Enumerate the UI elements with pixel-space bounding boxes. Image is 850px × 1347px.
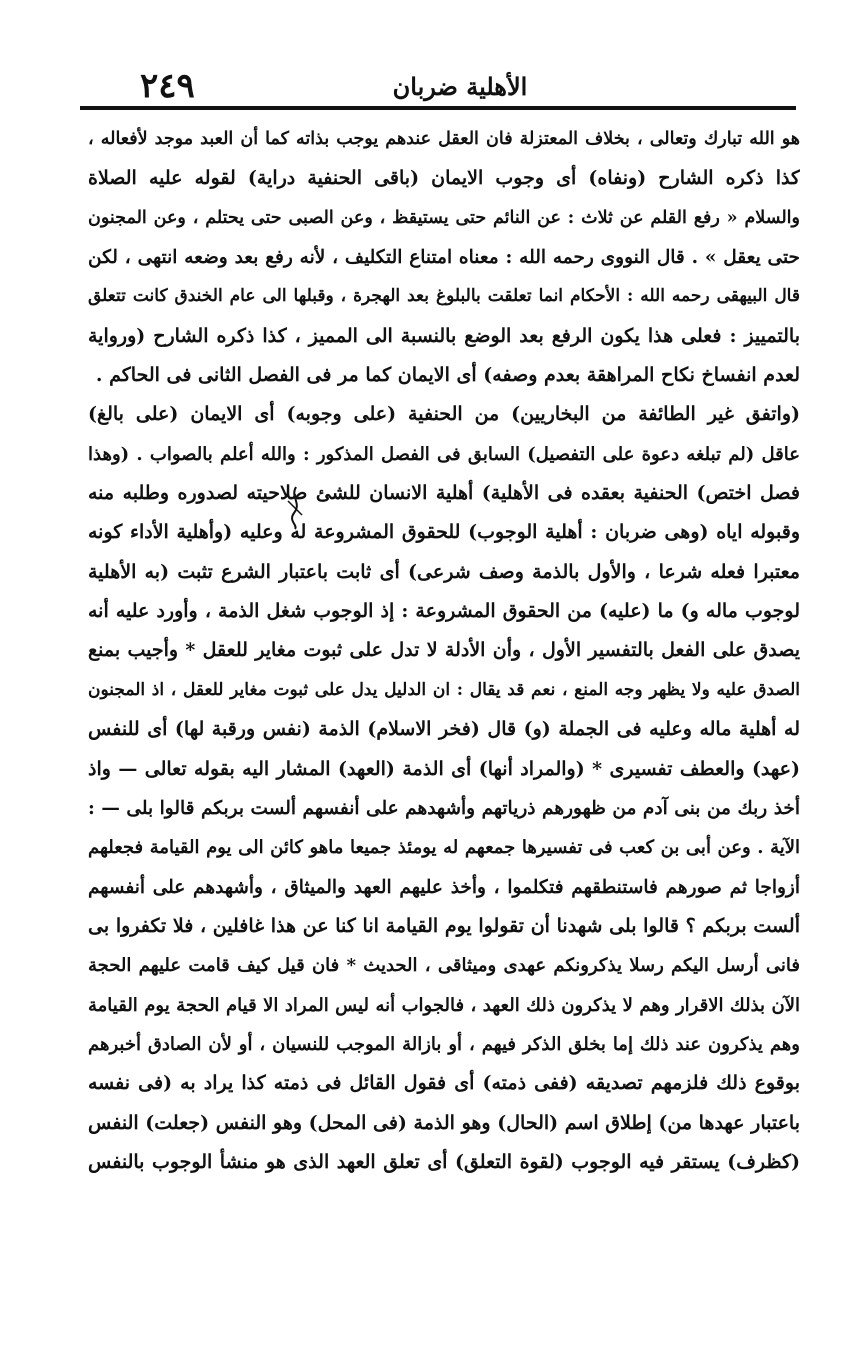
text-line: باعتبار عهدها من) إطلاق اسم (الحال) وهو الذمة (فى المحل) وهو النفس (جعلت) النفس — [88, 1111, 800, 1134]
text-line: له أهلية ماله وعليه فى الجملة (و) قال (فخر الاسلام) الذمة (نفس ورقبة لها) أى للنفس — [88, 718, 800, 741]
text-line: (عهد) والعطف تفسيرى * (والمراد أنها) أى الذمة (العهد) المشار اليه بقوله تعالى — واذ — [88, 757, 800, 780]
text-line: يصدق على الفعل بالتفسير الأول ، وأن الأدلة لا تدل على ثبوت مغاير للعقل * وأجيب بمنع — [88, 639, 800, 662]
text-line: الصدق عليه ولا يظهر وجه المنع ، نعم قد يقال : ان الدليل يدل على ثبوت مغاير للعقل ، اذ المجنون — [88, 679, 800, 700]
text-line: معتبرا فعله شرعا ، والأول بالذمة وصف شرعى) أى ثابت باعتبار الشرع تثبت (به الأهلية — [88, 560, 800, 583]
handwritten-mark — [282, 485, 308, 531]
page-body-text — [88, 120, 800, 1182]
running-title: الأهلية ضربان — [392, 72, 528, 101]
text-line: بوقوع ذلك فلزمهم تصديقه (ففى ذمته) أى فقول القائل فى ذمته كذا يراد به (فى نفسه — [88, 1072, 800, 1095]
text-line: وهم يذكرون عند ذلك إما بخلق الذكر فيهم ، أو بازالة الموجب للنسيان ، أو لأن الصادق أخبرهم — [88, 1033, 800, 1055]
text-line: بالتمييز : فعلى هذا يكون الرفع بعد الوضع بالنسبة الى المميز ، كذا ذكره الشارح (ورواية — [88, 324, 800, 347]
text-line: فصل اختص) الحنفية بعقده فى الأهلية) أهلية الانسان للشئ صلاحيته لصدوره وطلبه منه — [88, 482, 800, 505]
text-line: والسلام « رفع القلم عن ثلاث : عن النائم حتى يستيقظ ، وعن الصبى حتى يحتلم ، وعن المجنون — [88, 207, 800, 228]
text-line: لعدم انفساخ نكاح المراهقة بعدم وصفه) أى الايمان كما مر فى الفصل الثانى فى الحاكم . — [95, 364, 800, 387]
text-line: وقبوله اياه (وهى ضربان : أهلية الوجوب) للحقوق المشروعة له وعليه (وأهلية الأداء كونه — [88, 521, 800, 544]
text-line: حتى يعقل » . قال النووى رحمه الله : معناه امتناع التكليف ، لأنه رفع بعد وضعه انتهى ، لكن — [88, 247, 800, 269]
text-line: كذا ذكره الشارح (ونفاه) أى وجوب الايمان (باقى الحنفية دراية) لقوله عليه الصلاة — [88, 167, 800, 190]
text-line: ألست بربكم ؟ قالوا بلى شهدنا أن تقولوا يوم القيامة انا كنا عن هذا غافلين ، فلا تكفروا بى — [88, 914, 800, 937]
page-header — [80, 66, 796, 106]
text-line: لوجوب ماله و) ما (عليه) من الحقوق المشروعة : إذ الوجوب شغل الذمة ، وأورد عليه أنه — [88, 600, 800, 623]
text-line: أزواجا ثم صورهم فاستنطقهم فتكلموا ، وأخذ عليهم العهد والميثاق ، وأشهدهم على أنفسهم — [88, 876, 800, 898]
text-line: أخذ ربك من بنى آدم من ظهورهم ذرياتهم وأشهدهم على أنفسهم ألست بربكم قالوا بلى — : — [88, 797, 800, 819]
text-line: فانى أرسل اليكم رسلا يذكرونكم عهدى وميثاقى ، الحديث * فان قيل كيف قامت عليهم الحجة — [88, 955, 800, 977]
header-rule — [80, 106, 796, 110]
text-line: قال البيهقى رحمه الله : الأحكام انما تعلقت بالبلوغ بعد الهجرة ، وقبلها الى عام الخندق كانت تتعلق — [88, 286, 800, 307]
text-line: هو الله تبارك وتعالى ، بخلاف المعتزلة فان العقل عندهم يوجب بذاته كما أن العبد موجد لأفعاله ، — [88, 129, 800, 149]
page-number: ٢٤٩ — [140, 66, 195, 106]
text-line: (كظرف) يستقر فيه الوجوب (لقوة التعلق) أى تعلق العهد الذى هو منشأ الوجوب بالنفس — [88, 1150, 800, 1173]
text-line: (واتفق غير الطائفة من البخاريين) من الحنفية (على وجوبه) أى الايمان (على بالغ) — [88, 403, 800, 426]
text-line: عاقل (لم تبلغه دعوة على التفصيل) السابق فى الفصل المذكور : والله أعلم بالصواب . (وهذا — [88, 443, 800, 465]
text-line: الآية . وعن أبى بن كعب فى تفسيرها جمعهم له يومئذ جميعا ماهو كائن الى يوم القيامة فجعلهم — [88, 837, 800, 859]
text-line: الآن بذلك الاقرار وهم لا يذكرون ذلك العهد ، فالجواب أنه ليس المراد الا قيام الحجة يوم القيامة — [88, 994, 800, 1016]
